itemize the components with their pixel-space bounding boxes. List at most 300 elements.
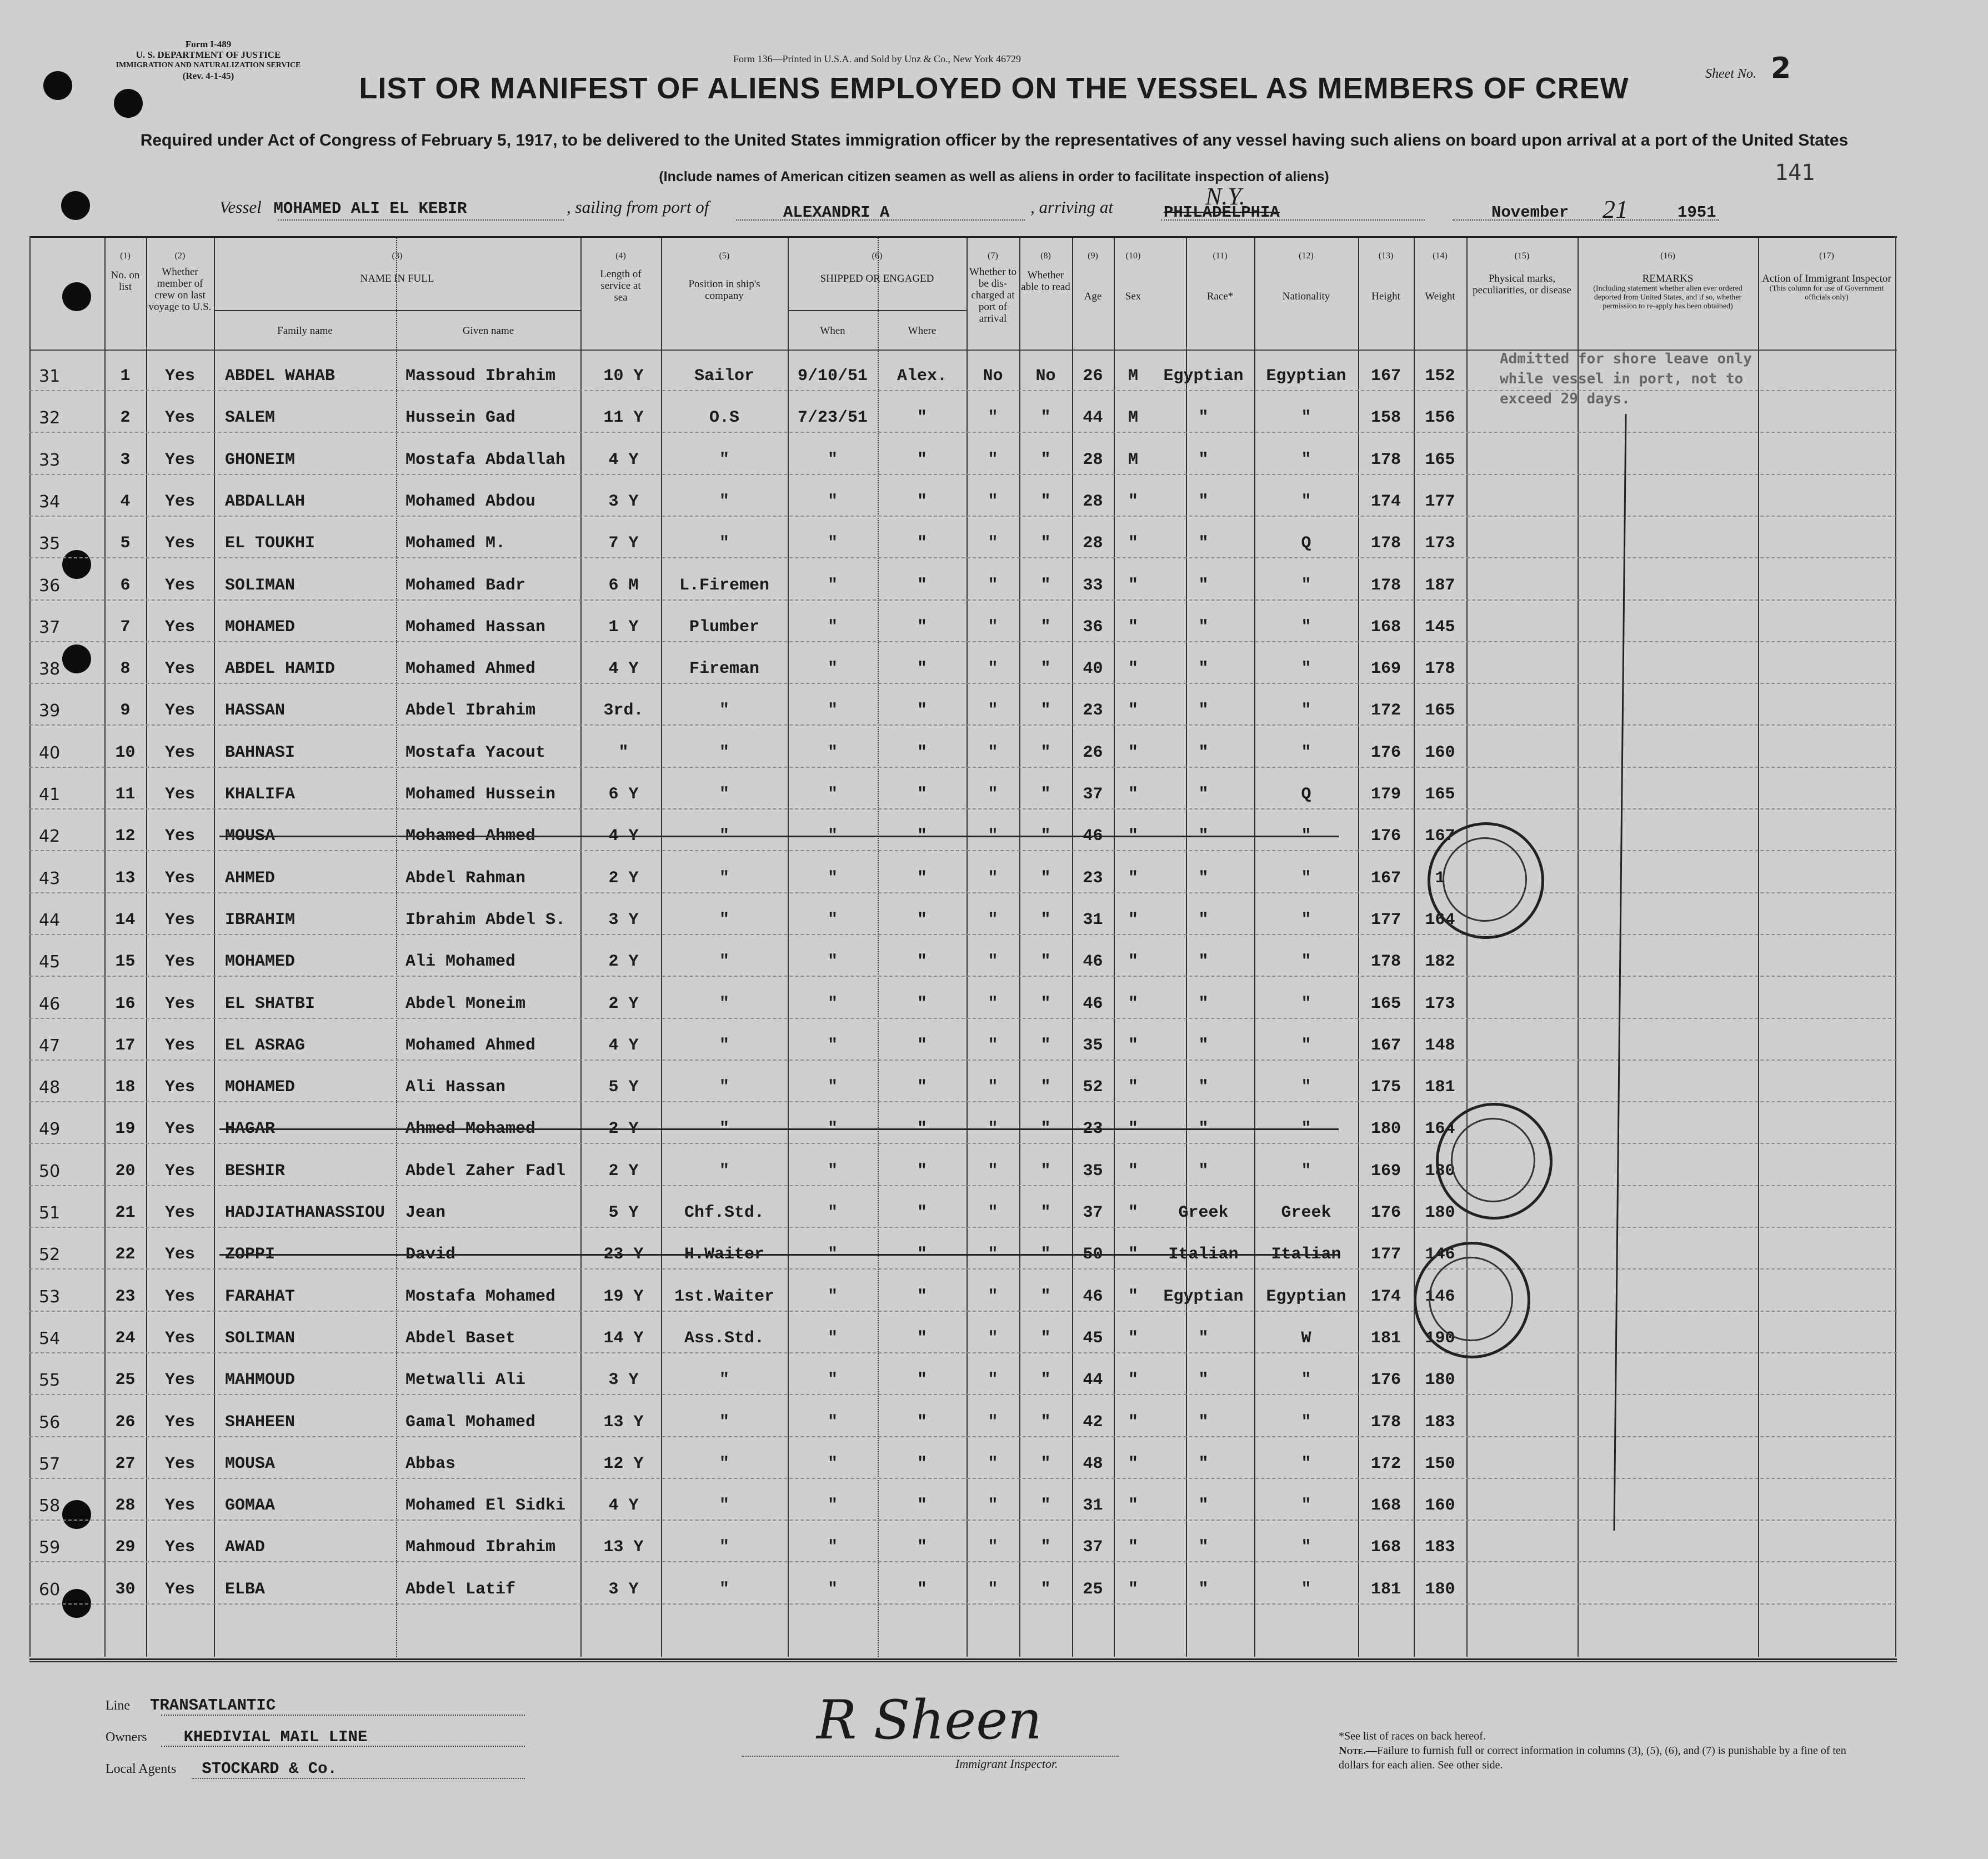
- cell-shipped-where: ": [917, 1161, 927, 1181]
- cell-discharged: ": [988, 994, 998, 1013]
- cell-length-of-service: 4 Y: [608, 827, 639, 846]
- cell-able-to-read: ": [1040, 1120, 1051, 1139]
- cell-margin-number: 32: [39, 408, 61, 428]
- header-length-of-service: (4) Length of service at sea: [600, 251, 642, 303]
- cell-shipped-when: ": [827, 1371, 838, 1390]
- cell-weight: 173: [1425, 994, 1455, 1013]
- cell-row-number: 30: [115, 1580, 136, 1599]
- cell-age: 35: [1083, 1161, 1103, 1181]
- cell-margin-number: 44: [39, 910, 61, 930]
- cell-last-voyage: Yes: [164, 827, 195, 846]
- cell-discharged: ": [988, 785, 998, 804]
- cell-last-voyage: Yes: [164, 701, 195, 721]
- cell-race: ": [1198, 1580, 1209, 1599]
- cell-shipped-where: ": [917, 910, 927, 930]
- cell-nationality: ": [1301, 492, 1311, 511]
- cell-length-of-service: 5 Y: [608, 1078, 639, 1097]
- cell-shipped-where: ": [917, 492, 927, 511]
- cell-height: 181: [1370, 1580, 1401, 1599]
- cell-given-name: Ahmed Mohamed: [405, 1120, 536, 1139]
- cell-race: ": [1198, 868, 1209, 888]
- cell-able-to-read: ": [1040, 910, 1051, 930]
- cell-sex: ": [1128, 1371, 1138, 1390]
- cell-sex: ": [1128, 1287, 1138, 1306]
- cell-margin-number: 48: [39, 1078, 61, 1098]
- cell-height: 169: [1370, 1161, 1401, 1181]
- cell-weight: 145: [1425, 617, 1455, 637]
- cell-given-name: Ali Mohamed: [405, 952, 516, 972]
- cell-sex: ": [1128, 868, 1138, 888]
- cell-discharged: ": [988, 1245, 998, 1265]
- cell-weight: 177: [1425, 492, 1455, 511]
- cell-row-number: 17: [115, 1036, 136, 1055]
- cell-discharged: ": [988, 576, 998, 595]
- cell-nationality: ": [1301, 952, 1311, 972]
- cell-race: ": [1198, 408, 1209, 428]
- cell-weight: 152: [1425, 367, 1455, 386]
- cell-height: 174: [1370, 492, 1401, 511]
- consular-stamp: [1428, 822, 1544, 939]
- table-row: [0, 474, 1897, 516]
- table-row: [0, 558, 1897, 600]
- cell-given-name: Ali Hassan: [405, 1078, 506, 1097]
- inspector-label: Immigrant Inspector.: [955, 1757, 1058, 1771]
- cell-row-number: 6: [120, 576, 131, 595]
- cell-position: ": [719, 450, 729, 469]
- cell-length-of-service: 2 Y: [608, 868, 639, 888]
- cell-margin-number: 39: [39, 701, 61, 721]
- cell-margin-number: 34: [39, 492, 61, 512]
- cell-margin-number: 53: [39, 1287, 61, 1307]
- cell-nationality: ": [1301, 1036, 1311, 1055]
- cell-margin-number: 35: [39, 534, 61, 554]
- cell-discharged: ": [988, 408, 998, 428]
- cell-race: ": [1198, 1036, 1209, 1055]
- cell-shipped-when: ": [827, 952, 838, 972]
- cell-given-name: Mohamed Hassan: [405, 617, 546, 637]
- cell-height: 165: [1370, 994, 1401, 1013]
- cell-last-voyage: Yes: [164, 1161, 195, 1181]
- cell-able-to-read: ": [1040, 1203, 1051, 1222]
- table-row: [0, 1478, 1897, 1520]
- cell-able-to-read: ": [1040, 408, 1051, 428]
- cell-nationality: ": [1301, 1538, 1311, 1557]
- cell-shipped-when: ": [827, 1245, 838, 1265]
- cell-shipped-when: ": [827, 576, 838, 595]
- cell-position: L.Firemen: [679, 576, 770, 595]
- cell-discharged: ": [988, 743, 998, 762]
- cell-shipped-where: ": [917, 1120, 927, 1139]
- cell-length-of-service: 14 Y: [603, 1328, 644, 1348]
- consular-stamp: [1436, 1103, 1553, 1220]
- cell-shipped-when: ": [827, 1538, 838, 1557]
- cell-given-name: Mahmoud Ibrahim: [405, 1538, 556, 1557]
- cell-length-of-service: 6 M: [608, 576, 639, 595]
- cell-row-number: 3: [120, 450, 131, 469]
- cell-shipped-where: ": [917, 408, 927, 428]
- cell-margin-number: 51: [39, 1203, 61, 1223]
- cell-last-voyage: Yes: [164, 492, 195, 511]
- cell-length-of-service: 3 Y: [608, 492, 639, 511]
- cell-race: ": [1198, 785, 1209, 804]
- cell-discharged: ": [988, 868, 998, 888]
- cell-last-voyage: Yes: [164, 1371, 195, 1390]
- cell-row-number: 12: [115, 827, 136, 846]
- cell-age: 35: [1083, 1036, 1103, 1055]
- cell-family-name: HADJIATHANASSIOU: [225, 1203, 385, 1222]
- cell-height: 180: [1370, 1120, 1401, 1139]
- cell-age: 28: [1083, 492, 1103, 511]
- cell-position: Chf.Std.: [684, 1203, 765, 1222]
- cell-age: 48: [1083, 1454, 1103, 1473]
- cell-sex: ": [1128, 1036, 1138, 1055]
- cell-shipped-when: ": [827, 450, 838, 469]
- table-row: [0, 1353, 1897, 1395]
- cell-margin-number: 37: [39, 617, 61, 637]
- header-position: (5) Position in ship's company: [688, 251, 760, 302]
- cell-nationality: ": [1301, 1371, 1311, 1390]
- cell-position: ": [719, 868, 729, 888]
- cell-shipped-where: ": [917, 1580, 927, 1599]
- cell-weight: 187: [1425, 576, 1455, 595]
- cell-length-of-service: 5 Y: [608, 1203, 639, 1222]
- cell-family-name: HAGAR: [225, 1120, 276, 1139]
- table-row: [0, 600, 1897, 642]
- cell-age: 46: [1083, 827, 1103, 846]
- cell-given-name: Mohamed Ahmed: [405, 659, 536, 679]
- cell-nationality: ": [1301, 994, 1311, 1013]
- cell-family-name: EL TOUKHI: [225, 534, 316, 553]
- cell-age: 40: [1083, 659, 1103, 679]
- cell-margin-number: 57: [39, 1454, 61, 1474]
- subtitle: Required under Act of Congress of February 5, 1917, to be delivered to the United States immigration officer by the representatives of any vessel having such aliens on board upon arrival at a port of the United States: [140, 131, 1849, 149]
- cell-discharged: ": [988, 701, 998, 721]
- cell-last-voyage: Yes: [164, 1580, 195, 1599]
- cell-given-name: Abdel Ibrahim: [405, 701, 536, 721]
- cell-discharged: ": [988, 1496, 998, 1516]
- cell-row-number: 11: [115, 785, 136, 804]
- footer-local-agents: Local Agents STOCKARD & Co.: [106, 1760, 337, 1778]
- cell-given-name: Ibrahim Abdel S.: [405, 910, 566, 930]
- cell-row-number: 28: [115, 1496, 136, 1516]
- cell-discharged: ": [988, 827, 998, 846]
- cell-height: 178: [1370, 534, 1401, 553]
- cell-last-voyage: Yes: [164, 1287, 195, 1306]
- cell-family-name: MOHAMED: [225, 952, 296, 972]
- cell-race: ": [1198, 1454, 1209, 1473]
- cell-age: 25: [1083, 1580, 1103, 1599]
- cell-family-name: IBRAHIM: [225, 910, 296, 930]
- cell-height: 172: [1370, 701, 1401, 721]
- cell-discharged: ": [988, 1580, 998, 1599]
- table-row: [0, 1144, 1897, 1186]
- cell-row-number: 4: [120, 492, 131, 511]
- cell-row-number: 14: [115, 910, 136, 930]
- consular-stamp: [1414, 1242, 1530, 1358]
- cell-length-of-service: 10 Y: [603, 367, 644, 386]
- cell-row-number: 26: [115, 1412, 136, 1432]
- cell-race: ": [1198, 450, 1209, 469]
- arriving-label: , arriving at: [1030, 197, 1113, 217]
- cell-given-name: Abbas: [405, 1454, 456, 1473]
- cell-given-name: Mostafa Abdallah: [405, 450, 566, 469]
- cell-able-to-read: No: [1035, 367, 1056, 386]
- cell-shipped-when: ": [827, 1328, 838, 1348]
- cell-last-voyage: Yes: [164, 1496, 195, 1516]
- cell-row-number: 20: [115, 1161, 136, 1181]
- cell-nationality: ": [1301, 617, 1311, 637]
- cell-weight: 183: [1425, 1538, 1455, 1557]
- cell-position: ": [719, 743, 729, 762]
- cell-row-number: 23: [115, 1287, 136, 1306]
- header-inspector-action: (17) Action of Immigrant Inspector (This column for use of Government officials only): [1762, 251, 1891, 302]
- cell-position: O.S: [709, 408, 739, 428]
- cell-length-of-service: 6 Y: [608, 785, 639, 804]
- cell-nationality: Greek: [1281, 1203, 1331, 1222]
- cell-position: ": [719, 492, 729, 511]
- cell-shipped-when: ": [827, 743, 838, 762]
- cell-age: 44: [1083, 408, 1103, 428]
- cell-weight: 178: [1425, 659, 1455, 679]
- cell-shipped-when: ": [827, 1036, 838, 1055]
- cell-shipped-when: ": [827, 1412, 838, 1432]
- cell-nationality: Egyptian: [1266, 1287, 1346, 1306]
- cell-shipped-where: ": [917, 1328, 927, 1348]
- cell-height: 158: [1370, 408, 1401, 428]
- cell-height: 177: [1370, 1245, 1401, 1265]
- table-row: [0, 1520, 1897, 1562]
- cell-last-voyage: Yes: [164, 450, 195, 469]
- cell-nationality: ": [1301, 827, 1311, 846]
- cell-weight: 160: [1425, 743, 1455, 762]
- cell-length-of-service: 1 Y: [608, 617, 639, 637]
- cell-age: 46: [1083, 952, 1103, 972]
- cell-able-to-read: ": [1040, 868, 1051, 888]
- cell-last-voyage: Yes: [164, 994, 195, 1013]
- cell-family-name: AWAD: [225, 1538, 266, 1557]
- cell-race: ": [1198, 1328, 1209, 1348]
- cell-length-of-service: 3 Y: [608, 1580, 639, 1599]
- cell-shipped-where: ": [917, 827, 927, 846]
- cell-nationality: ": [1301, 743, 1311, 762]
- cell-nationality: ": [1301, 1412, 1311, 1432]
- cell-weight: 180: [1425, 1580, 1455, 1599]
- cell-able-to-read: ": [1040, 701, 1051, 721]
- cell-length-of-service: 2 Y: [608, 994, 639, 1013]
- cell-shipped-when: ": [827, 659, 838, 679]
- cell-shipped-when: ": [827, 1454, 838, 1473]
- cell-shipped-when: ": [827, 1078, 838, 1097]
- cell-race: ": [1198, 1120, 1209, 1139]
- cell-age: 50: [1083, 1245, 1103, 1265]
- arrival-day: 21: [1603, 195, 1628, 223]
- table-row: [0, 935, 1897, 976]
- cell-family-name: ABDALLAH: [225, 492, 306, 511]
- cell-row-number: 18: [115, 1078, 136, 1097]
- cell-length-of-service: ": [618, 743, 629, 762]
- inspector-signature: R Sheen: [817, 1689, 1042, 1751]
- cell-discharged: ": [988, 492, 998, 511]
- cell-height: 176: [1370, 1371, 1401, 1390]
- cell-height: 175: [1370, 1078, 1401, 1097]
- cell-age: 46: [1083, 994, 1103, 1013]
- cell-discharged: ": [988, 1078, 998, 1097]
- cell-able-to-read: ": [1040, 827, 1051, 846]
- cell-shipped-where: ": [917, 576, 927, 595]
- cell-discharged: ": [988, 1203, 998, 1222]
- cell-sex: M: [1128, 367, 1138, 386]
- cell-shipped-when: 7/23/51: [797, 408, 868, 428]
- header-family-name: Family name: [277, 325, 333, 337]
- cell-nationality: Italian: [1271, 1245, 1341, 1265]
- cell-weight: 167: [1425, 827, 1455, 846]
- cell-position: ": [719, 1454, 729, 1473]
- cell-margin-number: 58: [39, 1496, 61, 1516]
- table-row: [0, 1018, 1897, 1060]
- cell-weight: 173: [1425, 534, 1455, 553]
- cell-race: ": [1198, 1412, 1209, 1432]
- cell-race: ": [1198, 994, 1209, 1013]
- cell-sex: ": [1128, 1328, 1138, 1348]
- cell-height: 168: [1370, 617, 1401, 637]
- table-row: [0, 1311, 1897, 1353]
- cell-nationality: ": [1301, 1078, 1311, 1097]
- header-race: (11) Race*: [1206, 251, 1234, 302]
- revision-date: (Rev. 4-1-45): [182, 71, 234, 81]
- table-row: [0, 1562, 1897, 1604]
- cell-age: 36: [1083, 617, 1103, 637]
- cell-family-name: MOHAMED: [225, 1078, 296, 1097]
- cell-race: ": [1198, 743, 1209, 762]
- cell-position: ": [719, 534, 729, 553]
- table-row: [0, 1270, 1897, 1311]
- cell-family-name: SHAHEEN: [225, 1412, 296, 1432]
- cell-last-voyage: Yes: [164, 367, 195, 386]
- cell-last-voyage: Yes: [164, 576, 195, 595]
- cell-shipped-where: ": [917, 1454, 927, 1473]
- cell-height: 178: [1370, 450, 1401, 469]
- cell-weight: 165: [1425, 701, 1455, 721]
- cell-shipped-where: ": [917, 868, 927, 888]
- cell-able-to-read: ": [1040, 785, 1051, 804]
- header-shipped-or-engaged: (6) SHIPPED OR ENGAGED: [820, 251, 934, 284]
- cell-position: ": [719, 994, 729, 1013]
- cell-sex: ": [1128, 1496, 1138, 1516]
- cell-age: 23: [1083, 868, 1103, 888]
- cell-age: 31: [1083, 1496, 1103, 1516]
- cell-weight: 180: [1425, 1161, 1455, 1181]
- cell-sex: ": [1128, 534, 1138, 553]
- vessel-label: Vessel: [219, 197, 262, 217]
- cell-length-of-service: 12 Y: [603, 1454, 644, 1473]
- cell-last-voyage: Yes: [164, 659, 195, 679]
- cell-nationality: ": [1301, 1120, 1311, 1139]
- cell-last-voyage: Yes: [164, 952, 195, 972]
- cell-age: 33: [1083, 576, 1103, 595]
- strike-through-line: [219, 1128, 1339, 1130]
- cell-discharged: ": [988, 910, 998, 930]
- table-row: [0, 642, 1897, 683]
- cell-race: ": [1198, 617, 1209, 637]
- cell-weight: 160: [1425, 1496, 1455, 1516]
- cell-given-name: Abdel Baset: [405, 1328, 516, 1348]
- cell-age: 52: [1083, 1078, 1103, 1097]
- cell-position: ": [719, 1036, 729, 1055]
- cell-discharged: ": [988, 1120, 998, 1139]
- cell-position: ": [719, 785, 729, 804]
- cell-able-to-read: ": [1040, 1036, 1051, 1055]
- vessel-line: [219, 197, 467, 218]
- cell-position: Plumber: [689, 617, 760, 637]
- cell-family-name: GHONEIM: [225, 450, 296, 469]
- cell-sex: ": [1128, 994, 1138, 1013]
- cell-nationality: ": [1301, 868, 1311, 888]
- table-row: [0, 683, 1897, 725]
- cell-given-name: Abdel Rahman: [405, 868, 526, 888]
- cell-race: ": [1198, 952, 1209, 972]
- cell-height: 176: [1370, 1203, 1401, 1222]
- cell-discharged: ": [988, 1371, 998, 1390]
- strike-through-line: [219, 1254, 1339, 1256]
- cell-nationality: ": [1301, 1161, 1311, 1181]
- cell-able-to-read: ": [1040, 1287, 1051, 1306]
- cell-margin-number: 36: [39, 576, 61, 596]
- cell-margin-number: 41: [39, 785, 61, 804]
- cell-position: Ass.Std.: [684, 1328, 765, 1348]
- cell-row-number: 19: [115, 1120, 136, 1139]
- cell-last-voyage: Yes: [164, 408, 195, 428]
- cell-shipped-when: ": [827, 1203, 838, 1222]
- cell-position: ": [719, 910, 729, 930]
- cell-given-name: Hussein Gad: [405, 408, 516, 428]
- cell-able-to-read: ": [1040, 1580, 1051, 1599]
- cell-row-number: 15: [115, 952, 136, 972]
- cell-last-voyage: Yes: [164, 868, 195, 888]
- cell-able-to-read: ": [1040, 492, 1051, 511]
- arrival-port-handwritten: N.Y.: [1205, 183, 1245, 210]
- cell-height: 169: [1370, 659, 1401, 679]
- cell-shipped-where: ": [917, 1245, 927, 1265]
- cell-position: ": [719, 952, 729, 972]
- cell-shipped-where: ": [917, 1036, 927, 1055]
- cell-given-name: Mohamed Ahmed: [405, 1036, 536, 1055]
- cell-race: ": [1198, 701, 1209, 721]
- cell-weight: 165: [1425, 785, 1455, 804]
- cell-given-name: Mostafa Mohamed: [405, 1287, 556, 1306]
- cell-position: ": [719, 1412, 729, 1432]
- printer-note: Form 136—Printed in U.S.A. and Sold by Unz & Co., New York 46729: [733, 53, 1021, 64]
- header-remarks: (16) REMARKS (Including statement whether alien ever ordered deported from United States, and if so, whether permission to re-apply has been obtained): [1593, 251, 1742, 311]
- cell-position: ": [719, 1496, 729, 1516]
- cell-shipped-when: ": [827, 492, 838, 511]
- table-row: [0, 1102, 1897, 1143]
- table-row: [0, 516, 1897, 558]
- cell-last-voyage: Yes: [164, 910, 195, 930]
- cell-sex: ": [1128, 910, 1138, 930]
- cell-length-of-service: 2 Y: [608, 952, 639, 972]
- cell-age: 23: [1083, 701, 1103, 721]
- strike-through-line: [219, 836, 1339, 837]
- cell-discharged: ": [988, 1538, 998, 1557]
- cell-discharged: ": [988, 617, 998, 637]
- cell-given-name: Mohamed M.: [405, 534, 506, 553]
- arrival-year: 1951: [1677, 203, 1716, 222]
- cell-weight: 180: [1425, 1371, 1455, 1390]
- cell-length-of-service: 19 Y: [603, 1287, 644, 1306]
- cell-margin-number: 54: [39, 1328, 61, 1348]
- cell-row-number: 24: [115, 1328, 136, 1348]
- cell-row-number: 8: [120, 659, 131, 679]
